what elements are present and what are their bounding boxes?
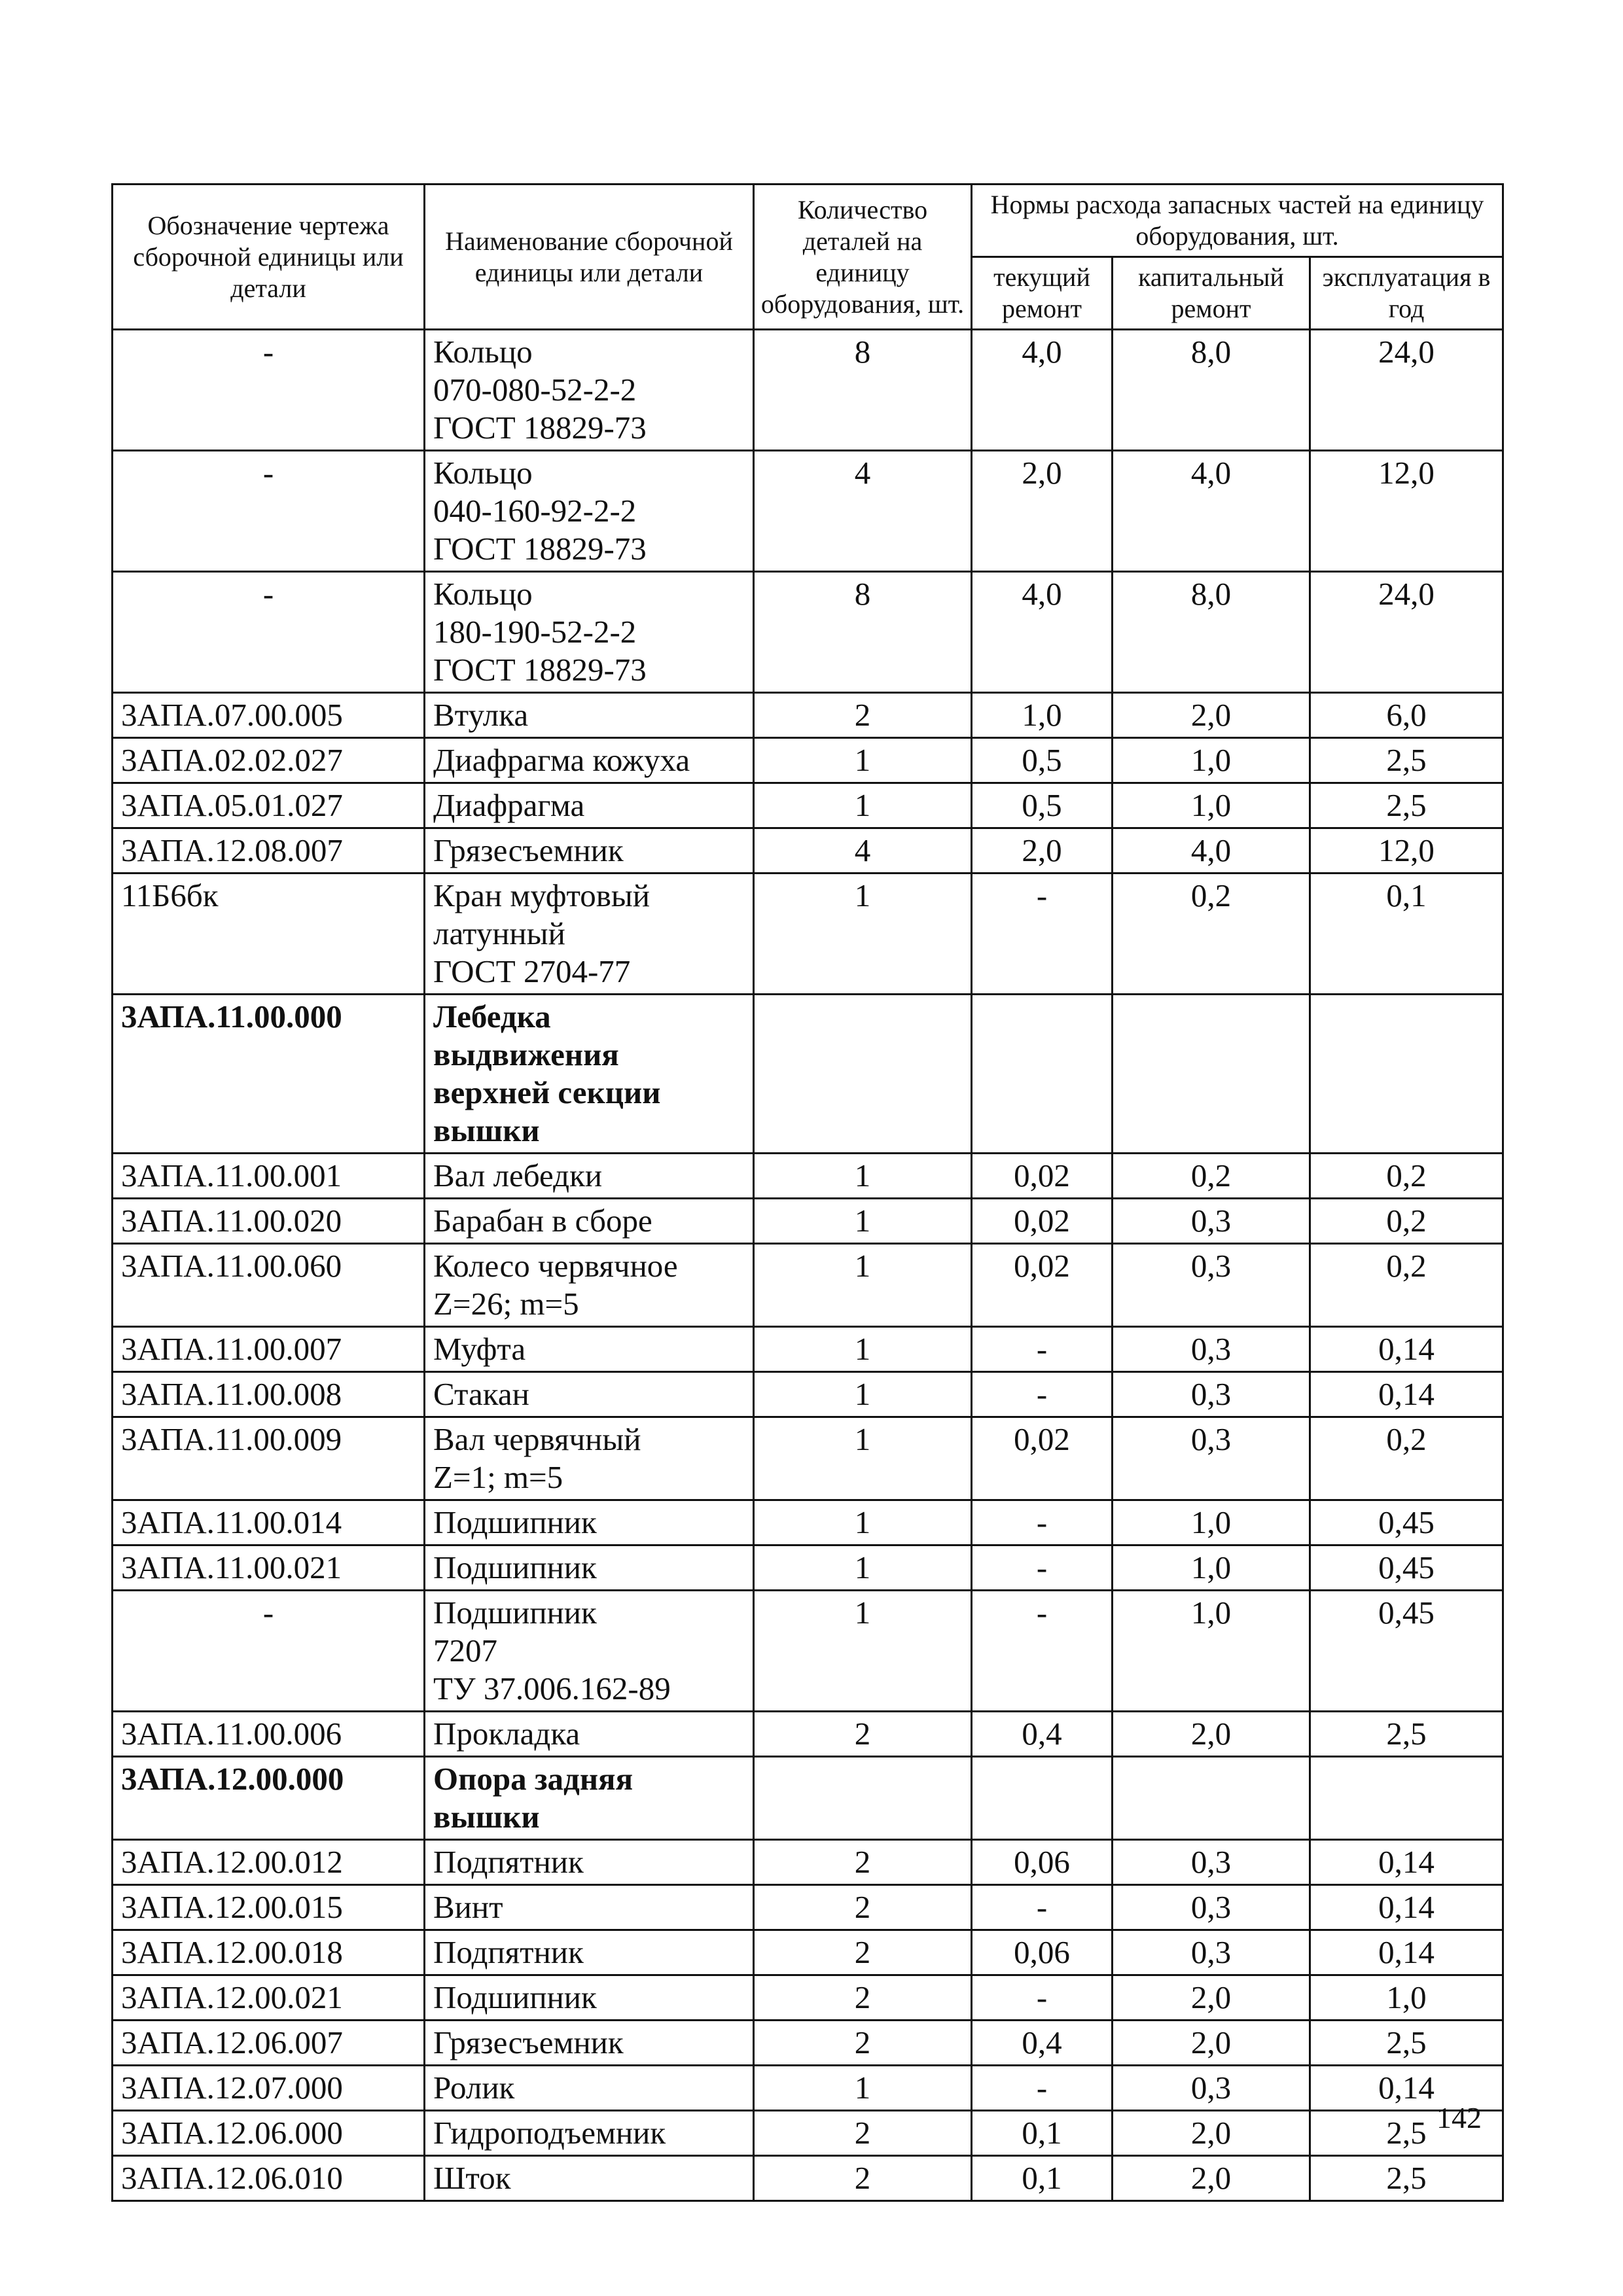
cell-part-name: Шток [425,2156,754,2201]
cell-quantity: 1 [754,738,972,783]
cell-quantity: 2 [754,1885,972,1930]
header-yearly-operation: эксплуатация в год [1310,257,1503,330]
cell-capital-repair: 1,0 [1113,1545,1310,1591]
cell-current-repair: 0,1 [972,2156,1113,2201]
cell-current-repair: - [972,1372,1113,1417]
cell-part-name: Колесо червячное Z=26; m=5 [425,1244,754,1327]
cell-yearly-operation: 0,14 [1310,1885,1503,1930]
cell-drawing-code: 3АПА.12.00.000 [113,1757,425,1840]
cell-drawing-code: 3АПА.11.00.007 [113,1327,425,1372]
cell-quantity: 8 [754,330,972,451]
cell-drawing-code: 3АПА.02.02.027 [113,738,425,783]
cell-yearly-operation: 0,2 [1310,1199,1503,1244]
header-norms-group: Нормы расхода запасных частей на единицу оборудования, шт. [972,185,1503,257]
cell-quantity: 1 [754,1500,972,1545]
cell-current-repair: 0,02 [972,1417,1113,1500]
cell-drawing-code: 3АПА.11.00.006 [113,1712,425,1757]
cell-capital-repair [1113,1757,1310,1840]
cell-yearly-operation: 0,2 [1310,1154,1503,1199]
cell-capital-repair: 0,3 [1113,1840,1310,1885]
cell-capital-repair: 0,3 [1113,1885,1310,1930]
cell-yearly-operation [1310,1757,1503,1840]
cell-current-repair: 4,0 [972,330,1113,451]
header-part-name: Наименование сборочной единицы или детали [425,185,754,330]
table-row [113,330,1503,451]
cell-current-repair: 2,0 [972,828,1113,874]
spare-parts-table [111,183,1504,2202]
cell-drawing-code: 3АПА.12.00.015 [113,1885,425,1930]
cell-part-name: Кольцо 180-190-52-2-2 ГОСТ 18829-73 [425,572,754,693]
cell-quantity: 2 [754,1712,972,1757]
cell-yearly-operation: 24,0 [1310,330,1503,451]
cell-current-repair: - [972,1327,1113,1372]
table-row [113,1244,1503,1327]
cell-drawing-code: 3АПА.12.06.007 [113,2021,425,2066]
cell-drawing-code: - [113,330,425,451]
cell-current-repair [972,1757,1113,1840]
cell-current-repair: 0,5 [972,738,1113,783]
cell-quantity: 4 [754,451,972,572]
cell-drawing-code: 3АПА.12.07.000 [113,2066,425,2111]
cell-capital-repair: 2,0 [1113,2156,1310,2201]
cell-yearly-operation: 0,14 [1310,2066,1503,2111]
cell-current-repair: 0,02 [972,1244,1113,1327]
cell-capital-repair: 0,3 [1113,1199,1310,1244]
cell-capital-repair: 2,0 [1113,2021,1310,2066]
cell-capital-repair: 2,0 [1113,693,1310,738]
cell-yearly-operation: 6,0 [1310,693,1503,738]
cell-current-repair: - [972,1885,1113,1930]
cell-drawing-code: 3АПА.12.00.018 [113,1930,425,1975]
cell-drawing-code: - [113,451,425,572]
cell-drawing-code: 3АПА.11.00.021 [113,1545,425,1591]
cell-current-repair: 0,06 [972,1840,1113,1885]
cell-quantity: 1 [754,1199,972,1244]
cell-quantity: 2 [754,1975,972,2021]
cell-quantity: 1 [754,1545,972,1591]
cell-quantity: 2 [754,2111,972,2156]
table-row [113,1199,1503,1244]
cell-part-name: Кольцо 040-160-92-2-2 ГОСТ 18829-73 [425,451,754,572]
cell-yearly-operation: 2,5 [1310,1712,1503,1757]
cell-drawing-code: 3АПА.11.00.008 [113,1372,425,1417]
table-row [113,1545,1503,1591]
cell-quantity: 2 [754,2156,972,2201]
table-row [113,1327,1503,1372]
cell-part-name: Винт [425,1885,754,1930]
cell-yearly-operation [1310,995,1503,1154]
cell-capital-repair: 1,0 [1113,1591,1310,1712]
cell-capital-repair: 8,0 [1113,572,1310,693]
cell-drawing-code: 3АПА.07.00.005 [113,693,425,738]
table-row [113,2021,1503,2066]
cell-quantity: 2 [754,1840,972,1885]
cell-capital-repair: 0,3 [1113,1417,1310,1500]
cell-part-name: Барабан в сборе [425,1199,754,1244]
cell-part-name: Подпятник [425,1840,754,1885]
table-body [113,330,1503,2201]
cell-drawing-code: 3АПА.11.00.020 [113,1199,425,1244]
cell-part-name: Прокладка [425,1712,754,1757]
cell-yearly-operation: 0,14 [1310,1372,1503,1417]
cell-capital-repair: 0,3 [1113,2066,1310,2111]
cell-drawing-code: - [113,1591,425,1712]
cell-yearly-operation: 2,5 [1310,738,1503,783]
cell-current-repair: - [972,874,1113,995]
cell-current-repair: 0,02 [972,1154,1113,1199]
table-row [113,1712,1503,1757]
table-row [113,572,1503,693]
table-row [113,828,1503,874]
cell-yearly-operation: 0,14 [1310,1327,1503,1372]
cell-current-repair: - [972,1591,1113,1712]
table-row [113,693,1503,738]
cell-drawing-code: 3АПА.11.00.014 [113,1500,425,1545]
cell-yearly-operation: 0,45 [1310,1500,1503,1545]
cell-capital-repair: 1,0 [1113,1500,1310,1545]
cell-yearly-operation: 0,1 [1310,874,1503,995]
table-row [113,738,1503,783]
cell-part-name: Кольцо 070-080-52-2-2 ГОСТ 18829-73 [425,330,754,451]
cell-yearly-operation: 12,0 [1310,828,1503,874]
cell-part-name: Ролик [425,2066,754,2111]
cell-yearly-operation: 1,0 [1310,1975,1503,2021]
cell-yearly-operation: 12,0 [1310,451,1503,572]
cell-drawing-code: 3АПА.11.00.000 [113,995,425,1154]
cell-current-repair: 0,06 [972,1930,1113,1975]
cell-quantity: 1 [754,1327,972,1372]
cell-capital-repair: 0,2 [1113,1154,1310,1199]
cell-part-name: Подшипник [425,1500,754,1545]
cell-current-repair: - [972,2066,1113,2111]
cell-current-repair: - [972,1545,1113,1591]
cell-part-name: Гидроподъемник [425,2111,754,2156]
cell-part-name: Вал лебедки [425,1154,754,1199]
cell-capital-repair: 2,0 [1113,1712,1310,1757]
cell-quantity: 2 [754,2021,972,2066]
header-quantity: Количество деталей на единицу оборудования, шт. [754,185,972,330]
table-row [113,1885,1503,1930]
cell-part-name: Грязесъемник [425,2021,754,2066]
cell-current-repair: 0,4 [972,1712,1113,1757]
cell-quantity: 2 [754,693,972,738]
cell-current-repair: 1,0 [972,693,1113,738]
cell-capital-repair: 0,3 [1113,1327,1310,1372]
cell-quantity: 1 [754,1372,972,1417]
cell-current-repair: 0,5 [972,783,1113,828]
table-row [113,2066,1503,2111]
cell-quantity: 2 [754,1930,972,1975]
cell-part-name: Грязесъемник [425,828,754,874]
cell-quantity: 1 [754,874,972,995]
cell-part-name: Вал червячный Z=1; m=5 [425,1417,754,1500]
cell-capital-repair: 0,2 [1113,874,1310,995]
cell-part-name: Диафрагма [425,783,754,828]
table-row [113,1840,1503,1885]
page-number: 142 [1436,2101,1482,2134]
spare-parts-table-sheet [111,183,1502,2202]
header-current-repair: текущий ремонт [972,257,1113,330]
cell-drawing-code: 3АПА.12.06.010 [113,2156,425,2201]
cell-yearly-operation: 0,45 [1310,1591,1503,1712]
cell-yearly-operation: 24,0 [1310,572,1503,693]
cell-yearly-operation: 2,5 [1310,2021,1503,2066]
table-row [113,451,1503,572]
cell-drawing-code: 3АПА.11.00.009 [113,1417,425,1500]
cell-part-name: Муфта [425,1327,754,1372]
table-row [113,874,1503,995]
cell-yearly-operation: 2,5 [1310,2156,1503,2201]
table-row [113,995,1503,1154]
cell-quantity: 1 [754,1154,972,1199]
cell-part-name: Подшипник [425,1975,754,2021]
table-row [113,1930,1503,1975]
cell-yearly-operation: 2,5 [1310,2111,1503,2156]
cell-capital-repair: 0,3 [1113,1372,1310,1417]
cell-yearly-operation: 0,45 [1310,1545,1503,1591]
cell-part-name: Подшипник [425,1545,754,1591]
cell-capital-repair [1113,995,1310,1154]
cell-current-repair: - [972,1975,1113,2021]
cell-yearly-operation: 0,2 [1310,1244,1503,1327]
cell-capital-repair: 2,0 [1113,2111,1310,2156]
cell-current-repair [972,995,1113,1154]
cell-current-repair: - [972,1500,1113,1545]
table-row [113,1975,1503,2021]
table-row [113,1591,1503,1712]
table-row [113,2111,1503,2156]
cell-quantity: 1 [754,1591,972,1712]
header-capital-repair: капитальный ремонт [1113,257,1310,330]
cell-quantity: 1 [754,783,972,828]
cell-drawing-code: 3АПА.12.00.012 [113,1840,425,1885]
cell-part-name: Диафрагма кожуха [425,738,754,783]
cell-drawing-code: 3АПА.12.00.021 [113,1975,425,2021]
cell-part-name: Подшипник 7207 ТУ 37.006.162-89 [425,1591,754,1712]
cell-part-name: Опора задняя вышки [425,1757,754,1840]
cell-drawing-code: 3АПА.05.01.027 [113,783,425,828]
table-row [113,1417,1503,1500]
cell-quantity [754,995,972,1154]
cell-capital-repair: 2,0 [1113,1975,1310,2021]
cell-quantity: 4 [754,828,972,874]
cell-capital-repair: 1,0 [1113,783,1310,828]
cell-capital-repair: 4,0 [1113,828,1310,874]
table-row [113,2156,1503,2201]
table-row [113,1757,1503,1840]
cell-current-repair: 0,4 [972,2021,1113,2066]
cell-capital-repair: 8,0 [1113,330,1310,451]
cell-capital-repair: 1,0 [1113,738,1310,783]
cell-part-name: Лебедка выдвижения верхней секции вышки [425,995,754,1154]
cell-drawing-code: 3АПА.11.00.001 [113,1154,425,1199]
cell-quantity: 8 [754,572,972,693]
cell-yearly-operation: 0,2 [1310,1417,1503,1500]
cell-drawing-code: 3АПА.11.00.060 [113,1244,425,1327]
cell-drawing-code: 3АПА.12.08.007 [113,828,425,874]
cell-drawing-code: - [113,572,425,693]
cell-quantity: 1 [754,1244,972,1327]
cell-current-repair: 0,1 [972,2111,1113,2156]
cell-capital-repair: 0,3 [1113,1244,1310,1327]
cell-drawing-code: 11Б6бк [113,874,425,995]
table-row [113,1500,1503,1545]
cell-capital-repair: 0,3 [1113,1930,1310,1975]
table-row [113,1372,1503,1417]
table-row [113,1154,1503,1199]
cell-part-name: Втулка [425,693,754,738]
table-row [113,783,1503,828]
cell-current-repair: 4,0 [972,572,1113,693]
cell-quantity: 1 [754,2066,972,2111]
cell-part-name: Стакан [425,1372,754,1417]
cell-current-repair: 0,02 [972,1199,1113,1244]
cell-yearly-operation: 0,14 [1310,1840,1503,1885]
cell-drawing-code: 3АПА.12.06.000 [113,2111,425,2156]
cell-quantity: 1 [754,1417,972,1500]
cell-yearly-operation: 0,14 [1310,1930,1503,1975]
header-drawing-code: Обозначение чертежа сборочной единицы или детали [113,185,425,330]
cell-yearly-operation: 2,5 [1310,783,1503,828]
cell-part-name: Подпятник [425,1930,754,1975]
cell-quantity [754,1757,972,1840]
cell-current-repair: 2,0 [972,451,1113,572]
cell-part-name: Кран муфтовый латунный ГОСТ 2704-77 [425,874,754,995]
cell-capital-repair: 4,0 [1113,451,1310,572]
